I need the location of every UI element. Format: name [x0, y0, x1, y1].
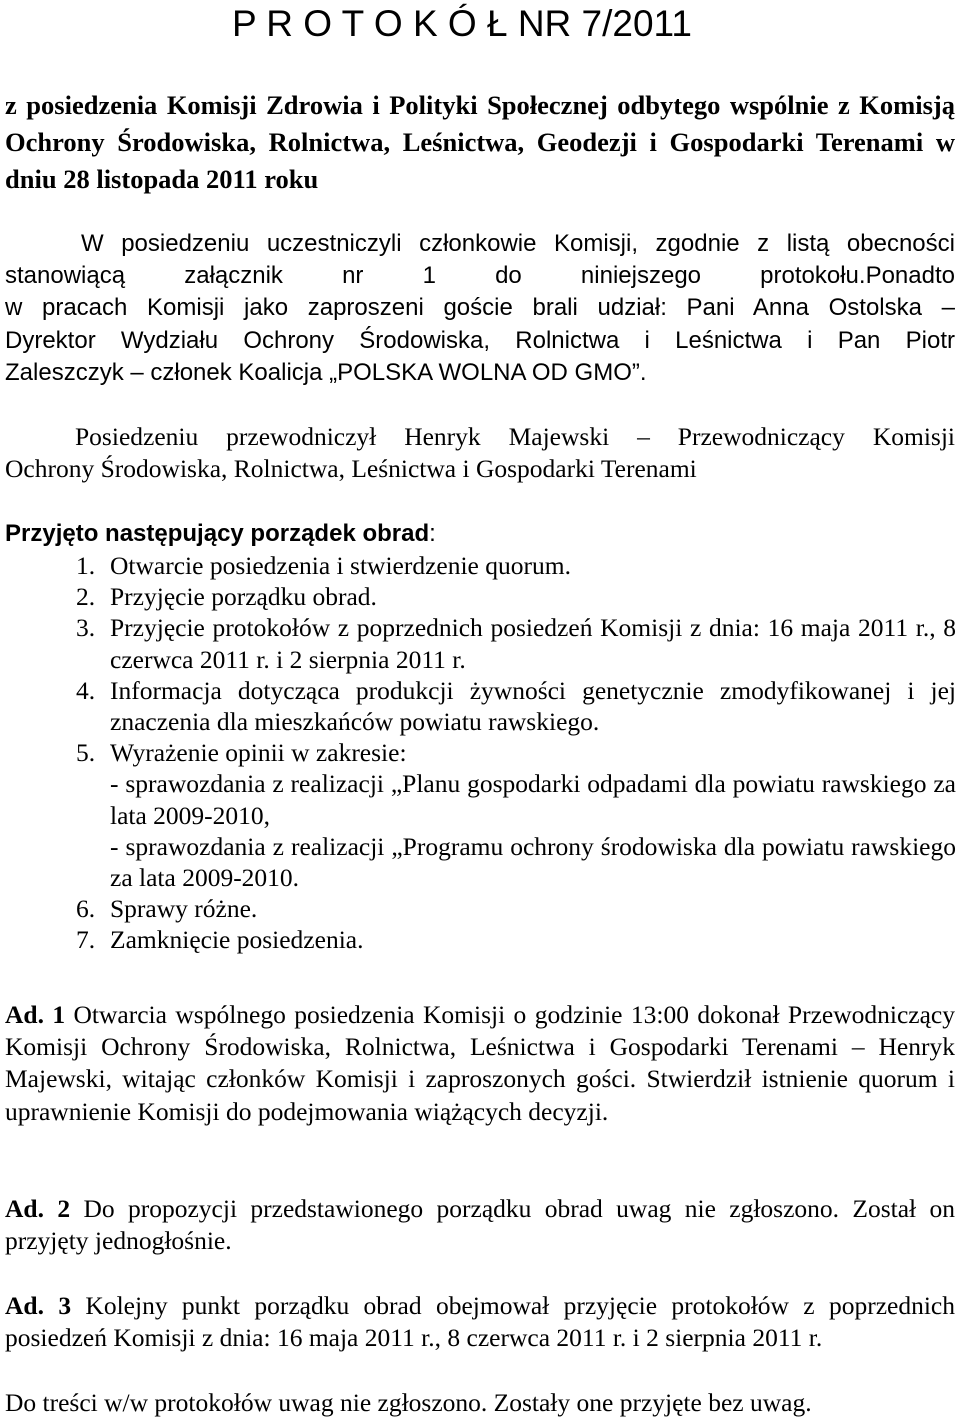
agenda-item-text: Przyjęcie porządku obrad.	[110, 582, 377, 612]
agenda-item-text: Sprawy różne.	[110, 894, 258, 924]
agenda-item-text: Otwarcie posiedzenia i stwierdzenie quorum.	[110, 551, 571, 580]
agenda-subitem: - sprawozdania z realizacji „Programu ochrony środowiska dla powiatu rawskiego za lata 2009-2010.	[110, 831, 956, 893]
chair-line-1: Posiedzeniu przewodniczył Henryk Majewski – Przewodniczący Komisji	[75, 422, 955, 451]
agenda-item-text: Informacja dotycząca produkcji żywności genetycznie zmodyfikowanej i jej znaczenia dla mieszkańców powiatu rawskiego.	[110, 675, 956, 737]
attendance-line-4: Dyrektor Wydziału Ochrony Środowiska, Rolnictwa i Leśnictwa i Pan Piotr	[5, 326, 955, 354]
agenda-heading-text: Przyjęto następujący porządek obrad	[5, 520, 430, 547]
agenda-item-number: 4.	[76, 675, 96, 705]
chair-line-2: Ochrony Środowiska, Rolnictwa, Leśnictwa i Gospodarki Terenami	[5, 454, 697, 484]
attendance-line-3: w pracach Komisji jako zaproszeni goście brali udział: Pani Anna Ostolska –	[5, 294, 955, 322]
agenda-heading	[5, 518, 436, 550]
ad2-paragraph	[5, 1193, 955, 1257]
agenda-subitem: - sprawozdania z realizacji „Planu gospodarki odpadami dla powiatu rawskiego za lata 2009-2010,	[110, 769, 956, 830]
agenda-item-number: 5.	[76, 738, 96, 768]
agenda-item-number: 7.	[76, 925, 96, 955]
ad1-label: Ad. 1	[5, 1000, 66, 1029]
attendance-line-2	[5, 260, 955, 292]
ad2-text: Do propozycji przedstawionego porządku obrad uwag nie zgłoszono. Został on przyjęty jednogłośnie.	[5, 1194, 955, 1256]
agenda-item	[76, 675, 956, 737]
ad3-paragraph	[5, 1290, 955, 1354]
agenda-item-number: 2.	[76, 582, 96, 612]
agenda-item-text: Wyrażenie opinii w zakresie:	[110, 738, 407, 768]
document-subtitle: z posiedzenia Komisji Zdrowia i Polityki Społecznej odbytego wspólnie z Komisją Ochrony Środowiska, Rolnictwa, Leśnictwa, Geodezji i Gospodarki Terenami w dniu 28 listopada 2011 roku	[5, 90, 955, 194]
agenda-item	[76, 612, 956, 674]
agenda-item	[76, 581, 956, 612]
ad3-followup: Do treści w/w protokołów uwag nie zgłoszono. Zostały one przyjęte bez uwag.	[5, 1388, 812, 1417]
agenda-item	[76, 737, 956, 893]
agenda-item	[76, 893, 956, 924]
attendance-line-1: W posiedzeniu uczestniczyli członkowie Komisji, zgodnie z listą obecności	[81, 230, 955, 257]
agenda-item	[76, 550, 956, 581]
attendance-line-2-text: stanowiącą załącznik nr 1 do niniejszego protokołu.	[5, 262, 866, 290]
ad3-label: Ad. 3	[5, 1291, 72, 1320]
attendance-line-2-end: Ponadto	[865, 262, 955, 290]
agenda-heading-colon: :	[429, 520, 436, 547]
attendance-paragraph	[5, 228, 955, 389]
agenda-item-number: 6.	[76, 894, 96, 924]
ad1-paragraph	[5, 999, 955, 1128]
ad3-text: Kolejny punkt porządku obrad obejmował przyjęcie protokołów z poprzednich posiedzeń Komisji z dnia: 16 maja 2011 r., 8 czerwca 2011 r. i 2 sierpnia 2011 r.	[5, 1291, 955, 1353]
chair-paragraph	[5, 421, 955, 485]
ad1-text: Otwarcia wspólnego posiedzenia Komisji o godzinie 13:00 dokonał Przewodniczący Komisji Ochrony Środowiska, Rolnictwa, Leśnictwa i Gospodarki Terenami – Henryk Majewski, witając członków Komisji i zaproszonych gości. Stwierdził istnienie quorum i uprawnienie Komisji do podejmowania wiążących decyzji.	[5, 1000, 955, 1126]
agenda-item	[76, 924, 956, 955]
attendance-line-5: Zaleszczyk – członek Koalicja „POLSKA WOLNA OD GMO”.	[5, 358, 647, 386]
ad2-label: Ad. 2	[5, 1194, 71, 1223]
agenda-list	[76, 550, 956, 956]
document-title: P R O T O K Ó Ł NR 7/2011	[232, 3, 692, 44]
agenda-item-number: 1.	[76, 551, 96, 580]
agenda-item-text: Przyjęcie protokołów z poprzednich posiedzeń Komisji z dnia: 16 maja 2011 r., 8 czerwca 2011 r. i 2 sierpnia 2011 r.	[110, 613, 956, 674]
agenda-item-text: Zamknięcie posiedzenia.	[110, 925, 364, 955]
agenda-item-number: 3.	[76, 613, 96, 643]
